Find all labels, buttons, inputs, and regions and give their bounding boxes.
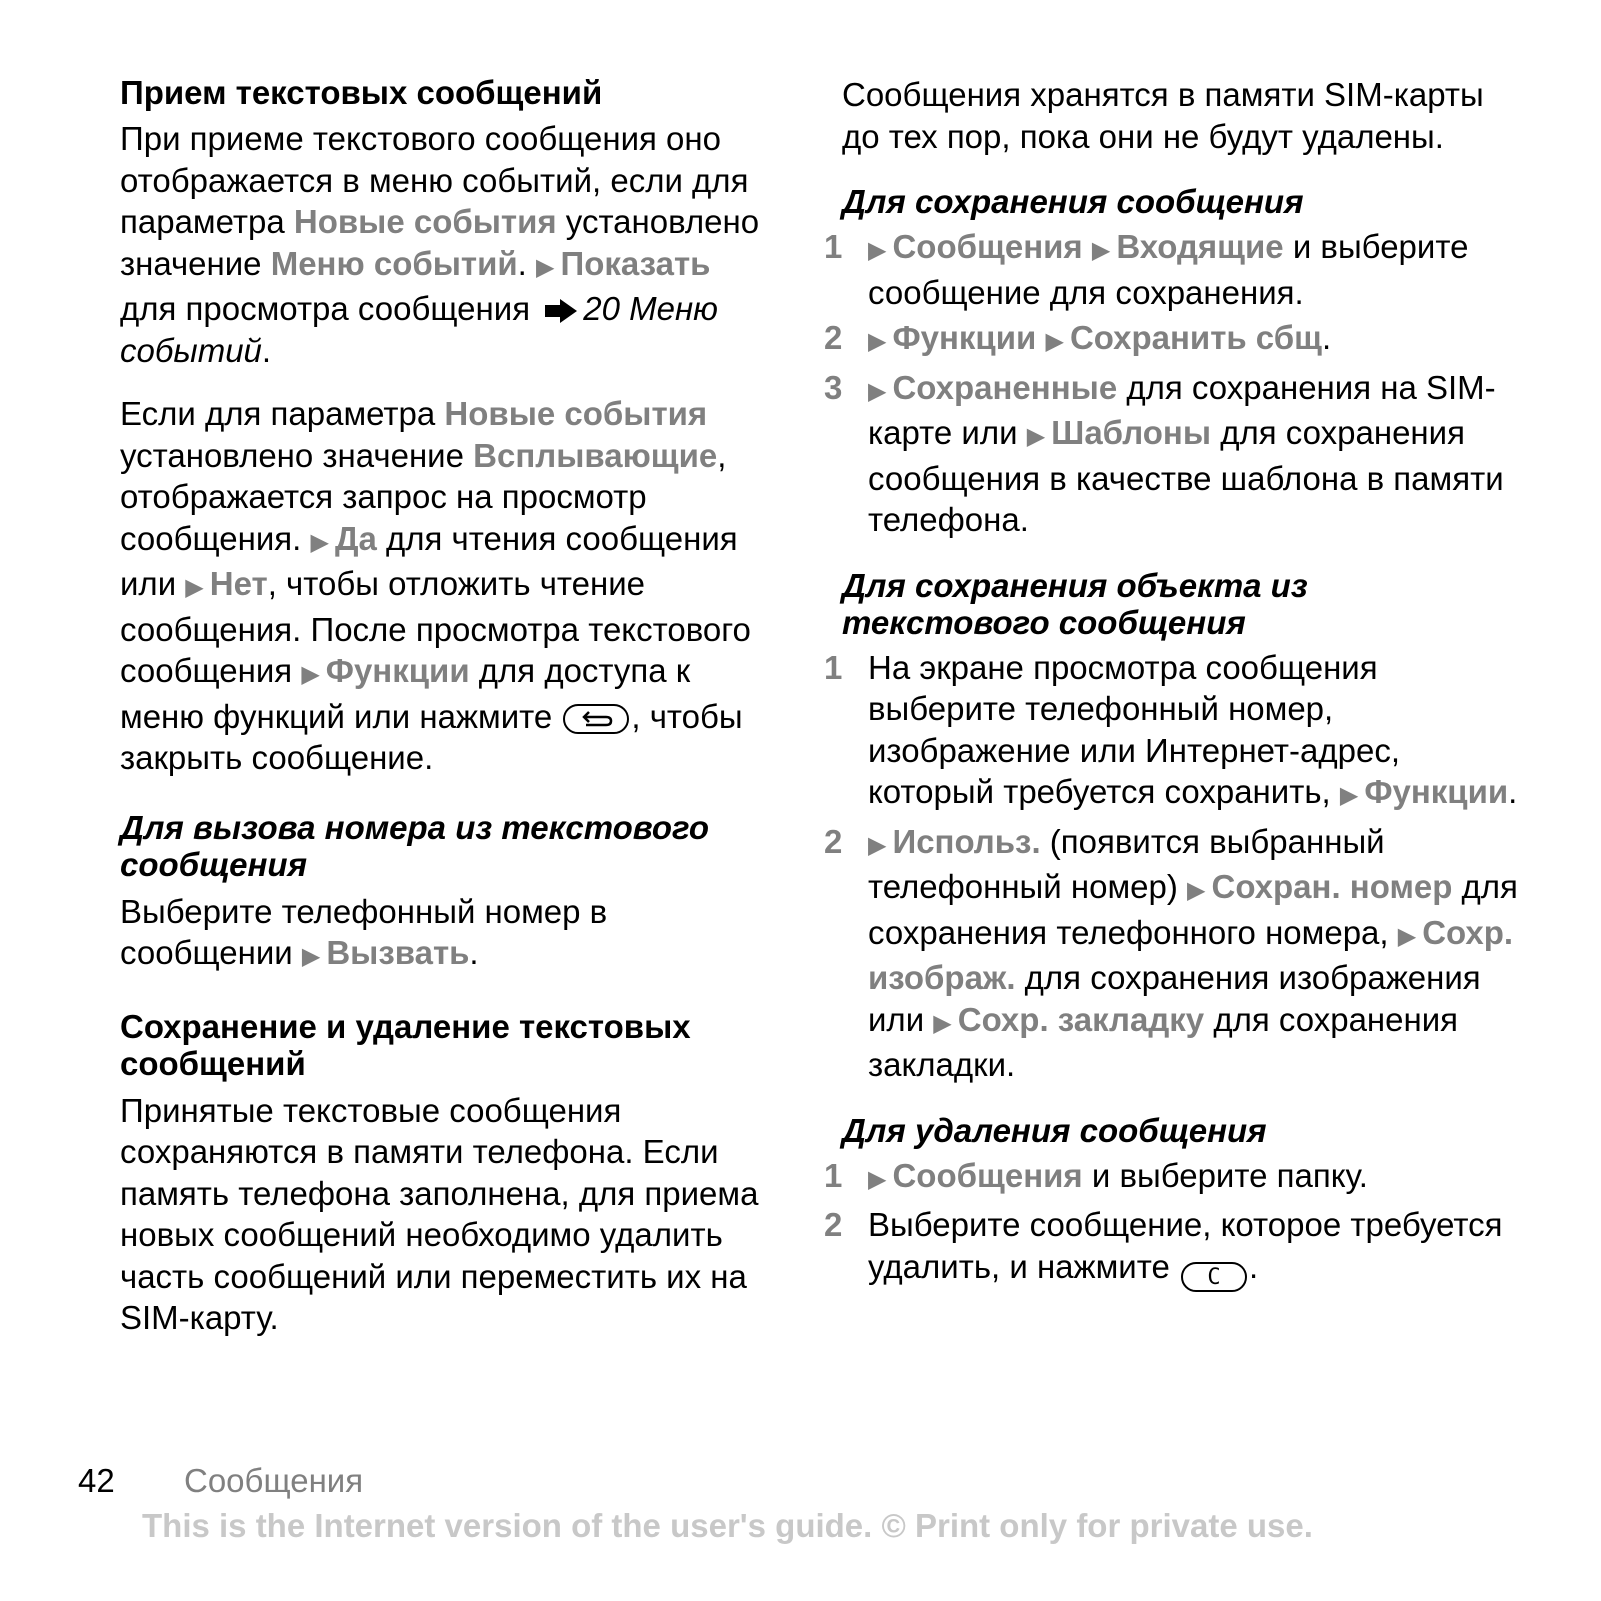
steps-save-message <box>824 226 1524 541</box>
menu-item-popup: Всплывающие <box>473 436 718 474</box>
menu-item-new-events: Новые события <box>293 203 557 240</box>
menu-item-call: Вызвать <box>326 934 470 971</box>
arrow-icon: ▶ <box>301 661 320 688</box>
section-name: Сообщения <box>184 1462 364 1499</box>
arrow-icon: ▶ <box>868 377 887 405</box>
menu-item-yes: Да <box>334 519 377 557</box>
page-reference: 20 Меню событий <box>120 290 718 369</box>
paragraph-call: Выберите телефонный номер в сообщении ▶ Вызвать. <box>120 892 608 971</box>
arrow-icon: ▶ <box>1339 782 1359 809</box>
arrow-icon: ▶ <box>868 1165 887 1193</box>
subheading-save-object: Для сохранения объекта из текстового сообщения <box>842 566 1308 641</box>
pointer-arrow-icon <box>545 299 577 323</box>
list-item: 1 На экране просмотра сообщения выберите телефонный номер, изображение или Интернет-адрес, который требуется сохранить, ▶ Функции. <box>824 648 1518 810</box>
arrow-icon: ▶ <box>1026 423 1046 450</box>
page-number: 42 <box>78 1462 115 1499</box>
arrow-icon: ▶ <box>1045 328 1064 355</box>
menu-item-show: Показать <box>560 244 711 282</box>
arrow-icon: ▶ <box>868 328 887 355</box>
left-column <box>120 74 760 1339</box>
subheading-call-number: Для вызова номера из текстового сообщения <box>120 808 709 883</box>
arrow-icon: ▶ <box>1397 922 1417 950</box>
arrow-icon: ▶ <box>1187 877 1206 904</box>
arrow-icon: ▶ <box>933 1009 952 1037</box>
section-heading-save-delete: Сохранение и удаление текстовых сообщений <box>120 1007 691 1082</box>
arrow-icon: ▶ <box>868 831 887 859</box>
paragraph-receive: При приеме текстового сообщения оно отображается в меню событий, если для параметра Новые события установлено значение Меню событий. ▶ Показать для просмотра сообщения 20 Меню событий. <box>120 120 760 369</box>
arrow-icon: ▶ <box>536 253 555 281</box>
list-item: 3 ▶ Сохраненные для сохранения на SIM-карте или ▶ Шаблоны для сохранения сообщения в качестве шаблона в памяти телефона. <box>824 368 1504 538</box>
page-footer <box>78 1462 363 1500</box>
arrow-icon: ▶ <box>310 528 329 556</box>
list-item: 2 Выберите сообщение, которое требуется удалить, и нажмите C . <box>824 1206 1503 1290</box>
arrow-icon: ▶ <box>1091 237 1111 264</box>
paragraph-storage: Принятые текстовые сообщения сохраняются в памяти телефона. Если память телефона заполнена, для приема новых сообщений необходимо удалить часть сообщений или переместить их на SIM-карту. <box>120 1091 759 1336</box>
c-key-icon: C <box>1181 1262 1247 1292</box>
steps-delete-message <box>824 1155 1524 1292</box>
arrow-icon: ▶ <box>185 574 204 601</box>
subheading-save-message: Для сохранения сообщения <box>842 183 1304 220</box>
arrow-icon: ▶ <box>868 237 887 264</box>
list-item: 1 ▶ Сообщения и выберите папку. <box>824 1156 1368 1194</box>
subheading-delete-message: Для удаления сообщения <box>842 1111 1267 1149</box>
menu-item-new-events: Новые события <box>444 395 708 432</box>
menu-item-no: Нет <box>209 565 268 602</box>
paragraph-popup: Если для параметра Новые события установлено значение Всплывающие, отображается запрос на просмотр сообщения. ▶ Да для чтения сообщения или ▶ Нет, чтобы отложить чтение сообщения. После просмотра текстового сообщения ▶ Функции для доступа к меню функций или нажмите , чтобы закрыть сообщение. <box>120 395 751 776</box>
list-item: 2 ▶ Использ. (появится выбранный телефонный номер) ▶ Сохран. номер для сохранения телефонного номера, ▶ Сохр. изображ. для сохранения изображения или ▶ Сохр. закладку для сохранения закладки. <box>824 822 1518 1083</box>
list-item: 1 ▶ Сообщения ▶ Входящие и выберите сообщение для сохранения. <box>824 228 1469 311</box>
arrow-icon: ▶ <box>301 943 321 970</box>
list-item: 2 ▶ Функции ▶ Сохранить сбщ. <box>824 319 1332 356</box>
paragraph-sim-storage: Сообщения хранятся в памяти SIM-карты до тех пор, пока они не будут удалены. <box>842 76 1484 155</box>
steps-save-object <box>824 647 1524 1086</box>
menu-item-event-menu: Меню событий <box>270 244 518 282</box>
section-heading-receive: Прием текстовых сообщений <box>120 74 603 111</box>
right-column <box>824 74 1524 1292</box>
print-notice: This is the Internet version of the user's guide. © Print only for private use. <box>142 1507 1313 1544</box>
back-key-icon <box>563 704 629 734</box>
menu-item-functions: Функции <box>325 652 470 689</box>
